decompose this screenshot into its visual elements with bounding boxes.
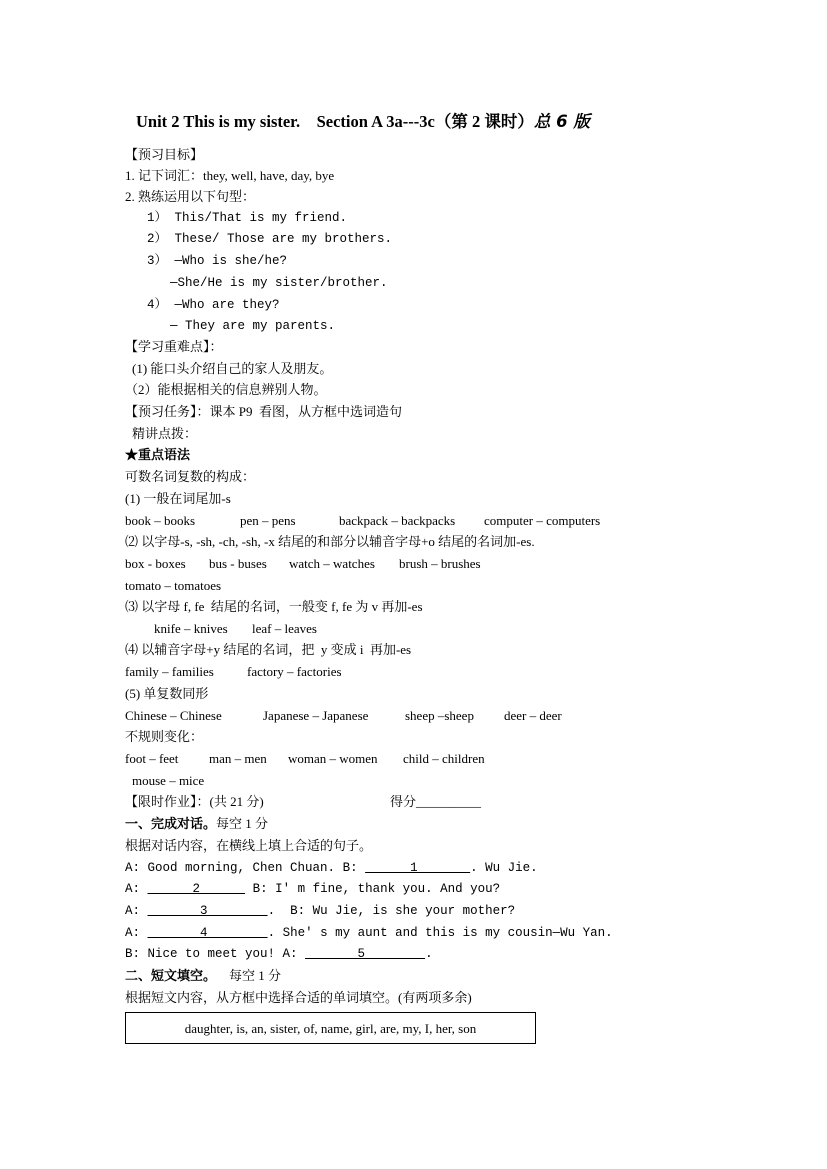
score-field: 得分__________: [390, 794, 482, 809]
dialogue-text: .: [425, 947, 433, 961]
dialogue-line-4: [125, 925, 613, 941]
rule-5-example: Chinese – Chinese: [125, 708, 222, 723]
rule-2: ⑵ 以字母-s, -sh, -ch, -sh, -x 结尾的和部分以辅音字母+o 结尾的名词加-es.: [125, 534, 535, 549]
keypoint-2: （2）能根据相关的信息辨别人物。: [125, 382, 327, 397]
irregular-example: foot – feet: [125, 751, 179, 766]
title-main: Unit 2 This is my sister. Section A 3a---3c（第 2 课时）: [136, 112, 534, 131]
dialogue-speaker: A:: [125, 904, 141, 918]
dialogue-speaker: B:: [342, 861, 358, 875]
sentence-2: 2） These/ Those are my brothers.: [147, 232, 393, 246]
section-2-instructions: 根据短文内容，从方框中选择合适的单词填空。(有两项多余): [125, 990, 472, 1005]
dialogue-text: . Wu Jie.: [470, 861, 538, 875]
rule-5-example: sheep –sheep: [405, 708, 474, 723]
rule-1-example: computer – computers: [484, 513, 601, 528]
blank-5[interactable]: 5: [305, 947, 426, 961]
preview-heading: 【预习目标】: [125, 147, 204, 162]
rule-1-example: backpack – backpacks: [339, 513, 456, 528]
sentence-1: 1） This/That is my friend.: [147, 211, 348, 225]
dialogue-line-1: [125, 860, 538, 876]
rule-5-example: Japanese – Japanese: [263, 708, 369, 723]
rule-3-example: knife – knives: [154, 621, 228, 636]
rule-2-example: watch – watches: [289, 556, 375, 571]
blank-2[interactable]: 2: [147, 882, 246, 896]
dialogue-text: B: I' m fine, thank you. And you?: [252, 882, 501, 896]
sentence-4b: — They are my parents.: [170, 319, 336, 333]
irregular-example: mouse – mice: [132, 773, 205, 788]
blank-1[interactable]: 1: [365, 861, 471, 875]
section-1-points: 每空 1 分: [216, 816, 269, 831]
dialogue-text: B: Nice to meet you! A:: [125, 947, 298, 961]
rule-3: ⑶ 以字母 f, fe 结尾的名词，一般变 f, fe 为 v 再加-es: [125, 599, 423, 614]
rule-1: (1) 一般在词尾加-s: [125, 491, 231, 506]
plural-intro: 可数名词复数的构成：: [125, 469, 256, 484]
rule-2-example: brush – brushes: [399, 556, 481, 571]
homework-heading: 【限时作业】：(共 21 分): [125, 794, 264, 809]
vocab-line: 1. 记下词汇：they, well, have, day, bye: [125, 168, 335, 183]
section-1-instructions: 根据对话内容，在横线上填上合适的句子。: [125, 838, 373, 853]
word-box-text: daughter, is, an, sister, of, name, girl, are, my, I, her, son: [184, 1021, 477, 1036]
rule-2-example: tomato – tomatoes: [125, 578, 222, 593]
rule-2-example: box - boxes: [125, 556, 186, 571]
dialogue-text: . She' s my aunt and this is my cousin—Wu Yan.: [267, 926, 613, 940]
section-1-title: 一、完成对话。: [125, 816, 217, 831]
keypoints-heading: 【学习重难点】：: [125, 339, 223, 354]
sentences-intro: 2. 熟练运用以下句型：: [125, 189, 256, 204]
rule-1-example: pen – pens: [240, 513, 296, 528]
dialogue-speaker: A:: [125, 926, 141, 940]
grammar-heading: ★重点语法: [125, 447, 191, 462]
page-title: [136, 114, 590, 130]
section-2-title: 二、短文填空。: [125, 968, 217, 983]
rule-4: ⑷ 以辅音字母+y 结尾的名词，把 y 变成 i 再加-es: [125, 642, 412, 657]
dialogue-speaker: A:: [125, 882, 141, 896]
irregular-example: child – children: [403, 751, 485, 766]
detail-label: 精讲点拨：: [132, 426, 198, 441]
section-2-points: 每空 1 分: [229, 968, 282, 983]
dialogue-text: A: Good morning, Chen Chuan.: [125, 861, 336, 875]
section-1-heading: [125, 816, 268, 832]
dialogue-line-2: [125, 881, 500, 897]
blank-3[interactable]: 3: [147, 904, 268, 918]
rule-3-example: leaf – leaves: [252, 621, 317, 636]
rule-4-example: factory – factories: [247, 664, 342, 679]
sentence-3b: —She/He is my sister/brother.: [170, 276, 388, 290]
rule-2-example: bus - buses: [209, 556, 267, 571]
rule-5-example: deer – deer: [504, 708, 562, 723]
irregular-heading: 不规则变化：: [125, 729, 204, 744]
title-suffix: 总 6 版: [533, 112, 590, 131]
blank-4[interactable]: 4: [147, 926, 268, 940]
keypoint-1: (1) 能口头介绍自己的家人及朋友。: [132, 361, 333, 376]
dialogue-text: . B: Wu Jie, is she your mother?: [267, 904, 516, 918]
section-2-heading: [125, 968, 281, 984]
task-heading: 【预习任务】：课本 P9 看图，从方框中选词造句: [125, 404, 402, 419]
dialogue-line-3: [125, 903, 515, 919]
rule-4-example: family – families: [125, 664, 214, 679]
word-box: [125, 1012, 536, 1044]
rule-1-example: book – books: [125, 513, 196, 528]
irregular-example: woman – women: [288, 751, 378, 766]
dialogue-line-5: [125, 946, 433, 962]
sentence-4a: 4） —Who are they?: [147, 298, 280, 312]
sentence-3a: 3） —Who is she/he?: [147, 254, 288, 268]
irregular-example: man – men: [209, 751, 267, 766]
rule-5: (5) 单复数同形: [125, 686, 209, 701]
